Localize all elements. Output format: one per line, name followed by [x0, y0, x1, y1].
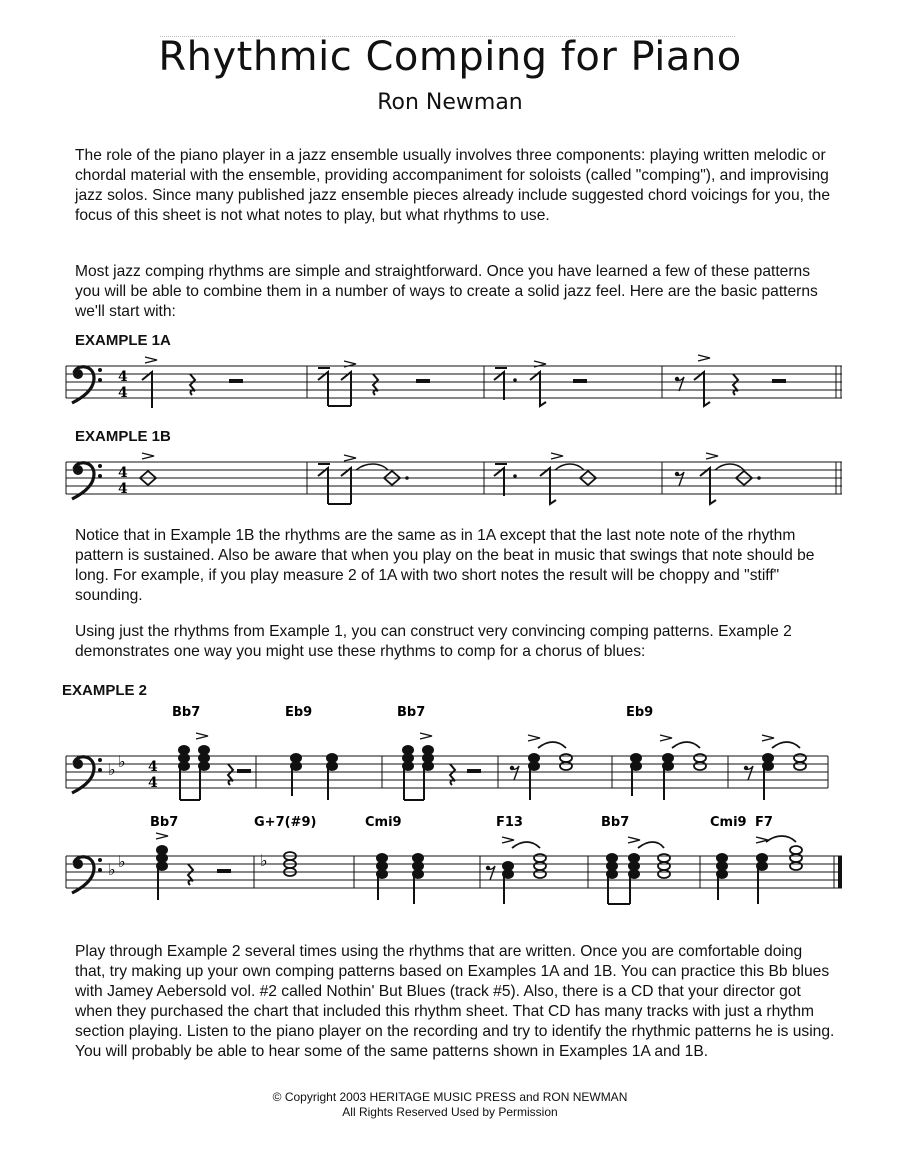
paragraph-using: Using just the rhythms from Example 1, you can construct very convincing comping patterns. Example 2 demonstrates one way you might use these rhythms to comp for a chorus of blues: — [75, 623, 792, 660]
svg-text:4: 4 — [148, 759, 158, 775]
chord-row1-3: Bb7 — [397, 705, 426, 720]
chord-row2-6: Cmi9 — [710, 815, 747, 830]
copyright-line: © Copyright 2003 HERITAGE MUSIC PRESS and RON NEWMAN — [272, 1090, 628, 1104]
svg-text:4: 4 — [148, 775, 158, 791]
chord-row1-2: Eb9 — [285, 705, 313, 720]
example-2-label: EXAMPLE 2 — [62, 682, 148, 699]
example-1b-label: EXAMPLE 1B — [75, 428, 171, 445]
svg-text:♭: ♭ — [260, 851, 268, 870]
chord-row1-4: Eb9 — [626, 705, 654, 720]
chord-row2-7: F7 — [755, 815, 773, 830]
chord-row2-1: Bb7 — [150, 815, 179, 830]
svg-text:4: 4 — [118, 481, 128, 497]
chord-row2-2: G+7(#9) — [254, 815, 317, 830]
time-sig-bottom: 4 — [118, 385, 128, 401]
time-sig-top: 4 — [118, 369, 128, 385]
staff-example-1b — [66, 453, 842, 504]
staff-example-2-row1 — [66, 705, 828, 800]
chord-row2-3: Cmi9 — [365, 815, 402, 830]
svg-text:♭: ♭ — [118, 852, 126, 871]
copyright-rights: All Rights Reserved Used by Permission — [342, 1105, 558, 1119]
svg-text:♭: ♭ — [118, 752, 126, 771]
paragraph-intro: The role of the piano player in a jazz ensemble usually involves three components: playing written melodic or chordal material with the ensemble, providing accompaniment for soloists (called "comping"), and improvising jazz solos. Since many published jazz ensemble pieces already include suggested chord voicings for you, the focus of this sheet is not what notes to play, but what rhythms to use. — [75, 147, 830, 224]
svg-text:4: 4 — [118, 465, 128, 481]
svg-text:♭: ♭ — [108, 760, 116, 779]
staff-example-1a — [66, 355, 842, 408]
chord-row2-5: Bb7 — [601, 815, 630, 830]
svg-text:♭: ♭ — [108, 860, 116, 879]
staff-example-2-row2 — [66, 815, 842, 904]
paragraph-patterns: Most jazz comping rhythms are simple and straightforward. Once you have learned a few of these patterns you will be able to combine them in a number of ways to create a solid jazz feel. Here are the basic patterns we'll start with: — [75, 263, 818, 320]
chord-row2-4: F13 — [496, 815, 523, 830]
author-name: Ron Newman — [377, 90, 523, 115]
chord-row1-1: Bb7 — [172, 705, 201, 720]
paragraph-sustained: Notice that in Example 1B the rhythms are the same as in 1A except that the last note note of the rhythm pattern is sustained. Also be aware that when you play on the beat in music that swings that note should be long. For example, if you play measure 2 of 1A with two short notes the result will be choppy and "stiff" sounding. — [75, 527, 815, 604]
example-1a-label: EXAMPLE 1A — [75, 332, 171, 349]
page-title: Rhythmic Comping for Piano — [158, 34, 742, 80]
paragraph-practice: Play through Example 2 several times using the rhythms that are written. Once you are comfortable doing that, try making up your own comping patterns based on Examples 1A and 1B. You can practice this Bb blues with Jamey Aebersold vol. #2 called Nothin' But Blues (track #5). Also, there is a CD that your director got when they purchased the chart that included this rhythm sheet. That CD has many tracks with just a rhythm section playing. Listen to the piano player on the recording and try to identify the rhythmic patterns he is using. You will probably be able to hear some of the same patterns shown in Examples 1A and 1B. — [75, 943, 835, 1060]
